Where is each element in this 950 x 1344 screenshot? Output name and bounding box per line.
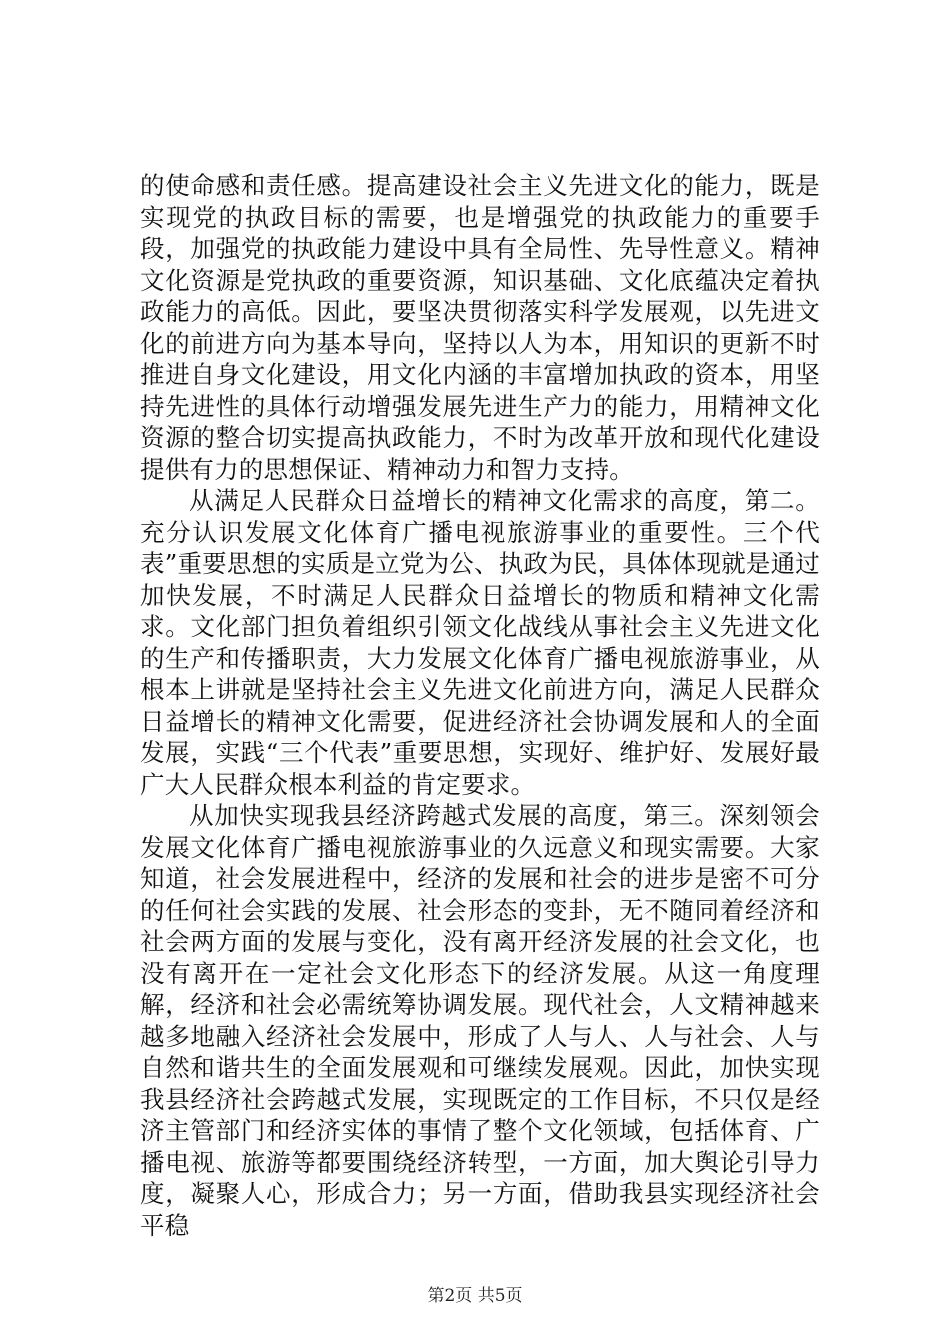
page-footer: 第2页 共5页: [427, 1286, 523, 1306]
paragraph-second-point: 从满足人民群众日益增长的精神文化需求的高度，第二。充分认识发展文化体育广播电视旅游事业的重要性。三个代表”重要思想的实质是立党为公、执政为民，具体体现就是通过加快发展，不时满足人民群众日益增长的物质和精神文化需求。文化部门担负着组织引领文化战线从事社会主义先进文化的生产和传播职责，大力发展文化体育广播电视旅游事业，从根本上讲就是坚持社会主义先进文化前进方向，满足人民群众日益增长的精神文化需要，促进经济社会协调发展和人的全面发展，实践“三个代表”重要思想，实现好、维护好、发展好最广大人民群众根本利益的肯定要求。: [140, 486, 820, 799]
document-body: [140, 170, 820, 1241]
paragraph-third-point: 从加快实现我县经济跨越式发展的高度，第三。深刻领会发展文化体育广播电视旅游事业的久远意义和现实需要。大家知道，社会发展进程中，经济的发展和社会的进步是密不可分的任何社会实践的发展、社会形态的变卦，无不随同着经济和社会两方面的发展与变化，没有离开经济发展的社会文化，也没有离开在一定社会文化形态下的经济发展。从这一角度理解，经济和社会必需统筹协调发展。现代社会，人文精神越来越多地融入经济社会发展中，形成了人与人、人与社会、人与自然和谐共生的全面发展观和可继续发展观。因此，加快实现我县经济社会跨越式发展，实现既定的工作目标，不只仅是经济主管部门和经济实体的事情了整个文化领域，包括体育、广播电视、旅游等都要围绕经济转型，一方面，加大舆论引导力度，凝聚人心，形成合力；另一方面，借助我县实现经济社会平稳: [140, 801, 820, 1240]
paragraph-continued: 的使命感和责任感。提高建设社会主义先进文化的能力，既是实现党的执政目标的需要，也是增强党的执政能力的重要手段，加强党的执政能力建设中具有全局性、先导性意义。精神文化资源是党执政的重要资源，知识基础、文化底蕴决定着执政能力的高低。因此，要坚决贯彻落实科学发展观，以先进文化的前进方向为基本导向，坚持以人为本，用知识的更新不时推进自身文化建设，用文化内涵的丰富增加执政的资本，用坚持先进性的具体行动增强发展先进生产力的能力，用精神文化资源的整合切实提高执政能力，不时为改革开放和现代化建设提供有力的思想保证、精神动力和智力支持。: [140, 171, 820, 484]
